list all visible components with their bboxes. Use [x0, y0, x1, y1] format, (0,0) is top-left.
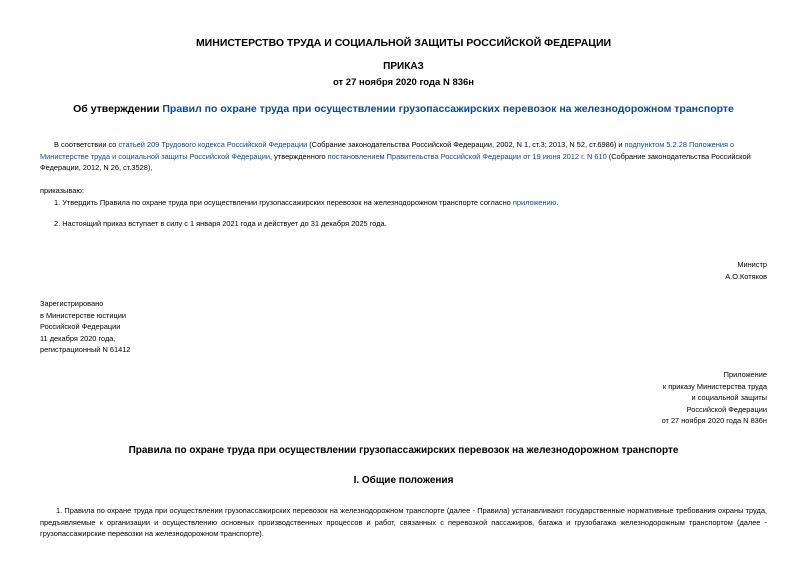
preamble-text-2: (Собрание законодательства Российской Федерации, 2002, N 1, ст.3; 2013, N 52, ст.6986) и: [307, 140, 625, 149]
signature-block: [725, 259, 767, 282]
item1-text: 1. Утвердить Правила по охране труда при осуществлении грузопассажирских перевозок на железнодорожном транспорте согласно: [54, 198, 513, 207]
appendix-line: Приложение: [723, 370, 767, 379]
labor-code-link[interactable]: статьей 209 Трудового кодекса Российской Федерации: [118, 140, 308, 149]
registration-line: Зарегистрировано: [40, 299, 104, 308]
rules-title: Правила по охране труда при осуществлении грузопассажирских перевозок на железнодорожном транспорте: [128, 445, 679, 456]
appendix-link[interactable]: приложению: [512, 198, 557, 207]
signature-name: А.О.Котяков: [725, 271, 767, 281]
document-date: от 27 ноября 2020 года N 836н: [332, 77, 475, 88]
order-item-1: [54, 197, 558, 209]
order-word: приказываю:: [40, 186, 84, 195]
appendix-line: от 27 ноября 2020 года N 836н: [661, 416, 767, 425]
registration-block: [40, 298, 130, 356]
preamble-text-4: (Собрание законодательства Российской Федерации, 2012, N 26, ст.3528),: [40, 151, 751, 172]
registration-line: регистрационный N 61412: [40, 345, 131, 354]
government-decree-link[interactable]: постановлением Правительства Российской Федерации от 19 июня 2012 г. N 610: [327, 151, 607, 161]
regulation-link[interactable]: подпунктом 5.2.28 Положения о Министерстве труда и социальной защиты Российской Федерации: [40, 140, 735, 161]
preamble-text-1: В соответствии со: [54, 140, 119, 149]
preamble-text-3: , утвержденного: [270, 151, 328, 161]
preamble-paragraph: [40, 139, 775, 174]
ministry-heading: МИНИСТЕРСТВО ТРУДА И СОЦИАЛЬНОЙ ЗАЩИТЫ РОССИЙСКОЙ ФЕДЕРАЦИИ: [195, 37, 612, 49]
title-link[interactable]: Правил по охране труда при осуществлении грузопассажирских перевозок на железнодорожном транспорте: [162, 103, 734, 115]
document-type: ПРИКАЗ: [383, 61, 424, 72]
document-title: [0, 103, 807, 115]
chapter-heading: I. Общие положения: [353, 475, 454, 486]
appendix-line: и социальной защиты: [691, 393, 767, 402]
registration-line: Российской Федерации: [40, 322, 121, 331]
appendix-block: [662, 369, 767, 427]
item1-end: .: [556, 198, 559, 207]
registration-line: 11 декабря 2020 года,: [40, 333, 116, 343]
appendix-line: Российской Федерации: [686, 404, 767, 414]
registration-line: в Министерстве юстиции: [40, 310, 127, 320]
order-item-2: 2. Настоящий приказ вступает в силу с 1 января 2021 года и действует до 31 декабря 2025 года.: [54, 219, 387, 228]
appendix-line: к приказу Министерства труда: [662, 381, 767, 391]
signature-position: Министр: [737, 260, 767, 269]
rules-paragraph-1: 1. Правила по охране труда при осуществлении грузопассажирских перевозок на железнодорожном транспорте (далее - Правила) устанавливают государственные нормативные требования охраны труда, предъявляемые к организации и осуществлению основных производственных процессов и работ, связанных с перевозкой пассажиров, багажа и грузобагажа железнодорожным транспортом (далее - грузопассажирские перевозки на железнодорожном транспорте).: [40, 506, 767, 538]
title-prefix: Об утверждении: [73, 103, 163, 115]
